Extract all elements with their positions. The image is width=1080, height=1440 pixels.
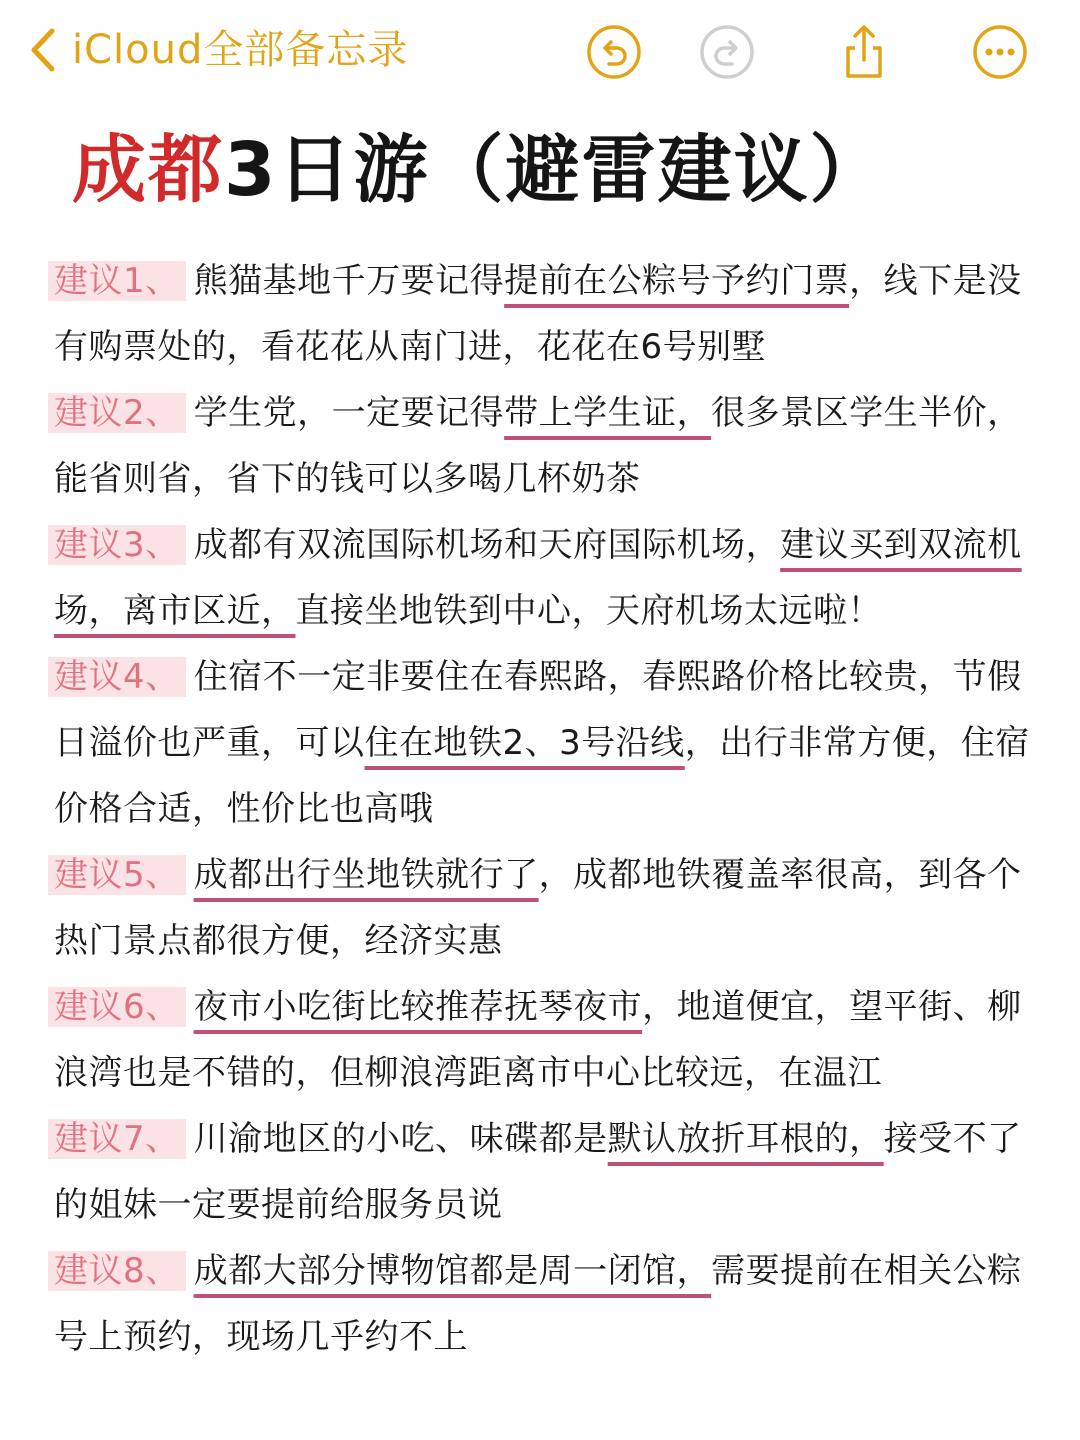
tip-number-tag: 建议4、 — [48, 657, 186, 697]
tip-number-tag: 建议8、 — [48, 1251, 186, 1291]
tip-text: 需要提前在相关公粽号上预约，现场几乎约不上 — [54, 1251, 1022, 1357]
tip-highlight: 成都大部分博物馆都是周一闭馆， — [193, 1251, 712, 1291]
tip-highlight: 建议买到双流机场，离市区近， — [54, 525, 1022, 631]
redo-icon — [697, 22, 757, 82]
redo-button[interactable] — [697, 22, 757, 82]
back-button-label: iCloud全部备忘录 — [72, 27, 409, 73]
undo-button[interactable] — [584, 22, 644, 82]
note-title-highlight: 成都 — [72, 127, 224, 213]
share-button[interactable] — [834, 22, 894, 82]
tip-text: 学生党，一定要记得 — [193, 393, 505, 433]
tip-item — [54, 842, 1039, 974]
tip-number-tag: 建议3、 — [48, 525, 186, 565]
navigation-toolbar — [0, 0, 1080, 110]
tip-number-tag: 建议1、 — [48, 261, 186, 301]
tip-highlight: 带上学生证， — [504, 393, 712, 433]
tips-list — [54, 248, 1039, 1370]
tip-text: ，线下是没有购票处的，看花花从南门进，花花在6号别墅 — [54, 261, 1022, 367]
tip-item — [54, 248, 1039, 380]
more-icon — [970, 22, 1030, 82]
tip-highlight: 住在地铁2、3号沿线 — [364, 723, 685, 763]
tip-item — [54, 380, 1039, 512]
tip-highlight: 成都出行坐地铁就行了 — [193, 855, 539, 895]
tip-text: 直接坐地铁到中心，天府机场太远啦！ — [295, 591, 882, 631]
tip-item — [54, 974, 1039, 1106]
tip-number-tag: 建议5、 — [48, 855, 186, 895]
tip-text: ，出行非常方便，住宿价格合适，性价比也高哦 — [54, 723, 1030, 829]
tip-text: ，地道便宜，望平街、柳浪湾也是不错的，但柳浪湾距离市中心比较远，在温江 — [54, 987, 1022, 1093]
tip-text: 住宿不一定非要住在春熙路，春熙路价格比较贵，节假日溢价也严重，可以 — [54, 657, 1022, 763]
tip-text: ，成都地铁覆盖率很高，到各个热门景点都很方便，经济实惠 — [54, 855, 1022, 961]
tip-text: 很多景区学生半价，能省则省，省下的钱可以多喝几杯奶茶 — [54, 393, 1022, 499]
tip-item — [54, 1106, 1039, 1238]
tip-text: 接受不了的姐妹一定要提前给服务员说 — [54, 1119, 1022, 1225]
chevron-left-icon — [28, 25, 58, 75]
tip-text: 熊猫基地千万要记得 — [193, 261, 505, 301]
tip-text: 成都有双流国际机场和天府国际机场， — [193, 525, 781, 565]
tip-item — [54, 644, 1039, 842]
share-icon — [834, 22, 894, 82]
note-title — [72, 126, 886, 214]
more-button[interactable] — [970, 22, 1030, 82]
tip-number-tag: 建议6、 — [48, 987, 186, 1027]
undo-icon — [584, 22, 644, 82]
tip-number-tag: 建议2、 — [48, 393, 186, 433]
tip-highlight: 提前在公粽号予约门票 — [504, 261, 850, 301]
tip-item — [54, 512, 1039, 644]
tip-item — [54, 1238, 1039, 1370]
tip-highlight: 默认放折耳根的， — [607, 1119, 884, 1159]
note-title-rest: 3日游（避雷建议） — [224, 127, 886, 213]
back-button[interactable] — [28, 22, 408, 78]
tip-highlight: 夜市小吃街比较推荐抚琴夜市 — [193, 987, 643, 1027]
tip-text: 川渝地区的小吃、味碟都是 — [193, 1119, 608, 1159]
tip-number-tag: 建议7、 — [48, 1119, 186, 1159]
